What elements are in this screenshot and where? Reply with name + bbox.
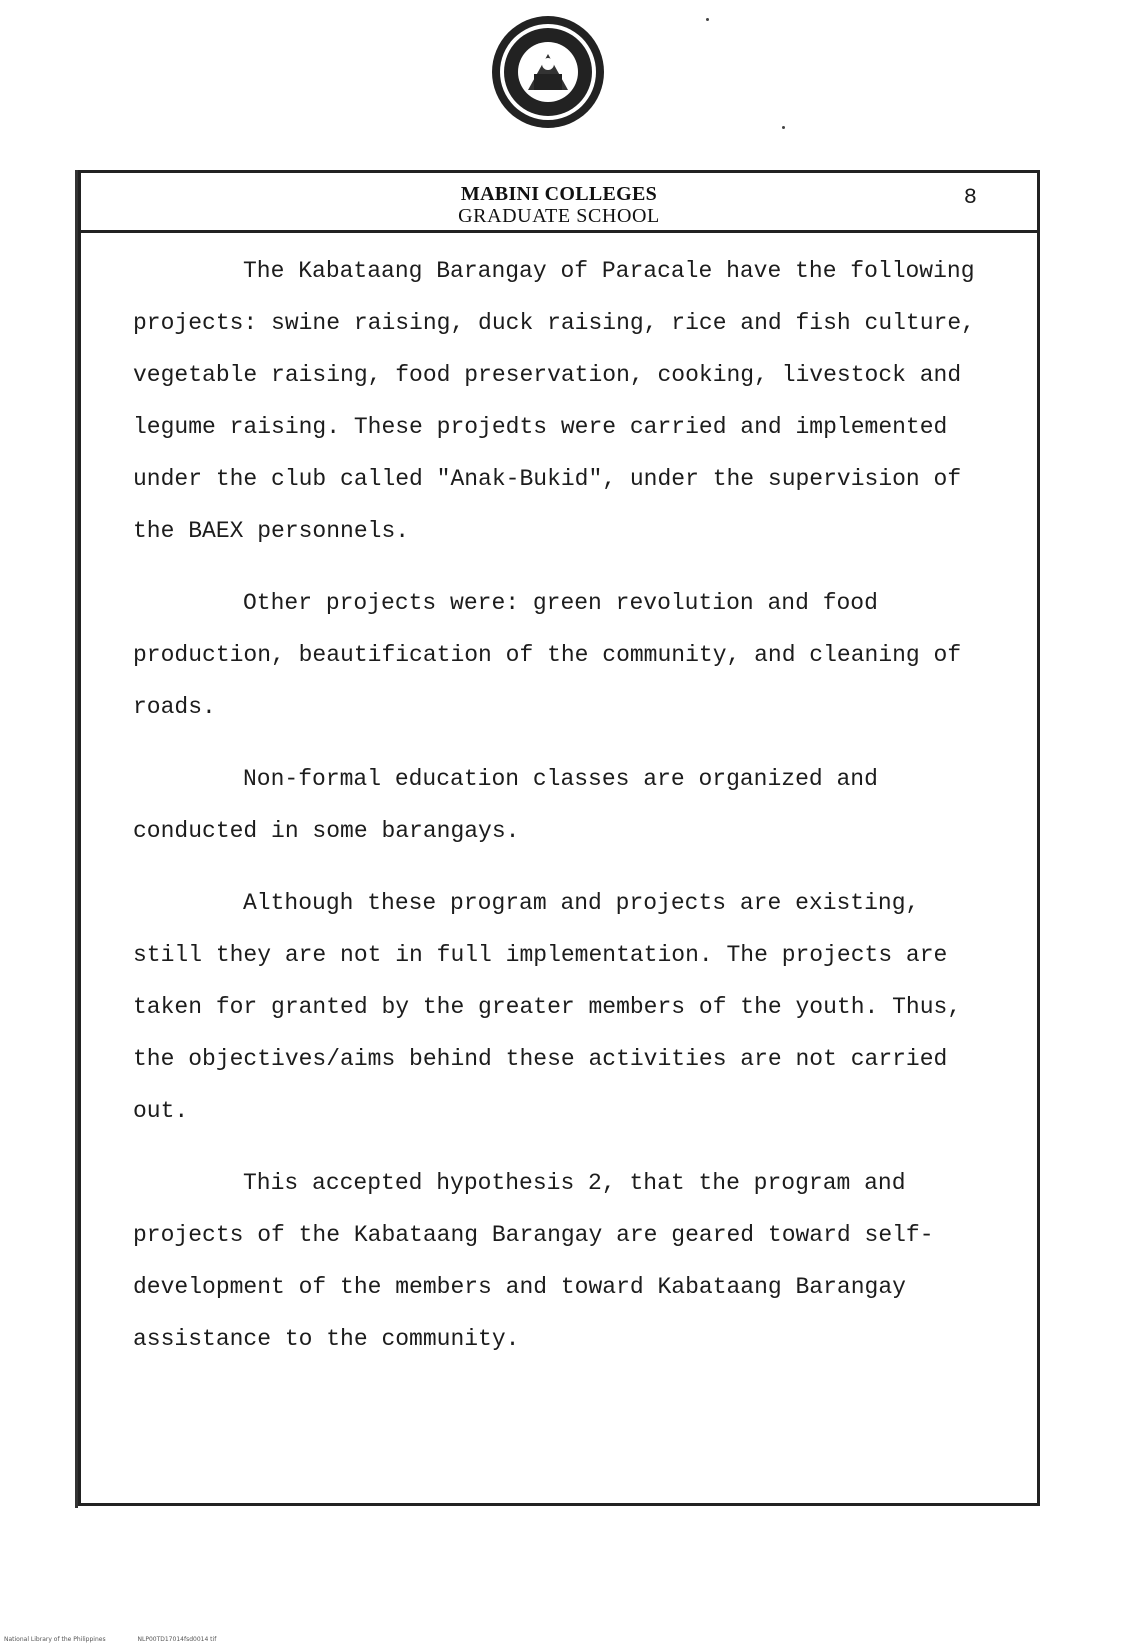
paragraph: The Kabataang Barangay of Paracale have the following projects: swine raising, duck raising, rice and fish culture, vegetable raising, food preservation, cooking, livestock and legume raising. These projedts were carried and implemented under the club called "Anak-Bukid", under the supervision of the BAEX personnels. xyxy=(133,258,975,544)
school-name: GRADUATE SCHOOL xyxy=(458,205,660,227)
scan-footer xyxy=(4,1636,246,1643)
school-seal-icon xyxy=(488,12,608,132)
page-number: 8 xyxy=(963,185,977,210)
paragraph: Other projects were: green revolution and food production, beautification of the community, and cleaning of roads. xyxy=(133,590,962,720)
scan-speck xyxy=(706,18,709,21)
institution-name: MABINI COLLEGES xyxy=(460,183,658,205)
letterhead xyxy=(81,173,1037,233)
file-id: NLP00TD17014fsd0014 tif xyxy=(137,1636,217,1643)
library-credit: National Library of the Philippines xyxy=(4,1636,106,1643)
paragraph: This accepted hypothesis 2, that the program and projects of the Kabataang Barangay are geared toward self-development of the members and toward Kabataang Barangay assistance to the community. xyxy=(133,1170,934,1352)
document-body xyxy=(133,245,993,1385)
paragraph: Although these program and projects are existing, still they are not in full implementation. The projects are taken for granted by the greater members of the youth. Thus, the objectives/aims behind these activities are not carried out. xyxy=(133,890,962,1124)
page-frame xyxy=(78,170,1040,1506)
paragraph: Non-formal education classes are organized and conducted in some barangays. xyxy=(133,766,878,844)
scan-speck xyxy=(782,126,785,129)
